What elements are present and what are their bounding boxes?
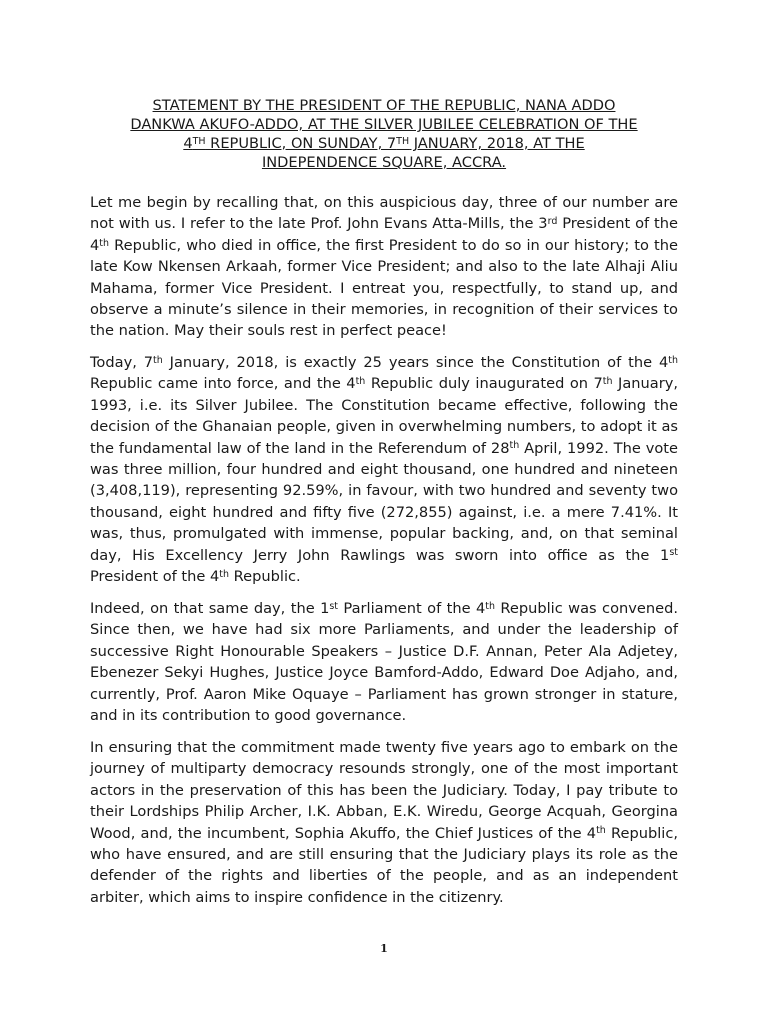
title-line-2: DANKWA AKUFO-ADDO, AT THE SILVER JUBILEE CELEBRATION OF THE bbox=[130, 116, 638, 133]
statement-title bbox=[90, 96, 678, 172]
paragraph-2: Today, 7th January, 2018, is exactly 25 years since the Constitution of the 4th Republic came into force, and the 4th Republic duly inaugurated on 7th January, 1993, i.e. its Silver Jubilee. The Constitution became effective, following the decision of the Ghanaian people, given in overwhelming numbers, to adopt it as the fundamental law of the land in the Referendum of 28th April, 1992. The vote was three million, four hundred and eight thousand, one hundred and nineteen (3,408,119), representing 92.59%, in favour, with two hundred and seventy two thousand, eight hundred and fifty five (272,855) against, i.e. a mere 7.41%. It was, thus, promulgated with immense, popular backing, and, on that seminal day, His Excellency Jerry John Rawlings was sworn into office as the 1st President of the 4th Republic. bbox=[90, 354, 678, 586]
title-line-3: 4TH REPUBLIC, ON SUNDAY, 7TH JANUARY, 2018, AT THE bbox=[183, 135, 585, 152]
page-number: 1 bbox=[380, 942, 388, 955]
title-line-4: INDEPENDENCE SQUARE, ACCRA. bbox=[261, 154, 507, 171]
paragraph-1: Let me begin by recalling that, on this auspicious day, three of our number are not with us. I refer to the late Prof. John Evans Atta-Mills, the 3rd President of the 4th Republic, who died in office, the first President to do so in our history; to the late Kow Nkensen Arkaah, former Vice President; and also to the late Alhaji Aliu Mahama, former Vice President. I entreat you, respectfully, to stand up, and observe a minute’s silence in their memories, in recognition of their services to the nation. May their souls rest in perfect peace! bbox=[90, 194, 678, 340]
title-line-1: STATEMENT BY THE PRESIDENT OF THE REPUBLIC, NANA ADDO bbox=[152, 97, 616, 114]
paragraph-4: In ensuring that the commitment made twenty five years ago to embark on the journey of multiparty democracy resounds strongly, one of the most important actors in the preservation of this has been the Judiciary. Today, I pay tribute to their Lordships Philip Archer, I.K. Abban, E.K. Wiredu, George Acquah, Georgina Wood, and, the incumbent, Sophia Akuffo, the Chief Justices of the 4th Republic, who have ensured, and are still ensuring that the Judiciary plays its role as the defender of the rights and liberties of the people, and as an independent arbiter, which aims to inspire confidence in the citizenry. bbox=[90, 739, 678, 906]
paragraph-3: Indeed, on that same day, the 1st Parliament of the 4th Republic was convened. Since then, we have had six more Parliaments, and under the leadership of successive Right Honourable Speakers – Justice D.F. Annan, Peter Ala Adjetey, Ebenezer Sekyi Hughes, Justice Joyce Bamford-Addo, Edward Doe Adjaho, and, currently, Prof. Aaron Mike Oquaye – Parliament has grown stronger in stature, and in its contribution to good governance. bbox=[90, 600, 678, 725]
